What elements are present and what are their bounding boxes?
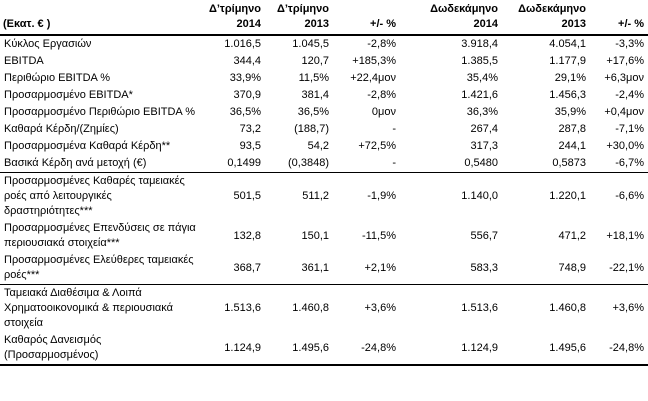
cell-q4-2014: 368,7 — [200, 252, 263, 285]
cell-12m-2014: 317,3 — [470, 140, 498, 152]
cell-12m-2014: 583,3 — [398, 252, 500, 285]
row-label: Προσαρμοσμένες Καθαρές ταμειακές ροές από λειτουργικές δραστηριότητες*** — [4, 175, 185, 217]
cell-12m-2013: 4.054,1 — [549, 38, 586, 50]
cell-annual-change: -22,1% — [588, 252, 648, 285]
row-label: Προσαρμοσμένες Επενδύσεις σε πάγια περιουσιακά στοιχεία*** — [4, 222, 196, 249]
col-header-12m-2013 — [500, 0, 588, 35]
cell-q4-2014: 1.513,6 — [224, 302, 261, 314]
cell-12m-2014: 1.140,0 — [461, 190, 498, 202]
cell-q4-2013: 54,2 — [307, 140, 329, 152]
cell-quarter-change: -2,8% — [367, 89, 396, 101]
cell-q4-2014: 0,1499 — [200, 155, 263, 173]
col-header-quarter-change — [331, 0, 398, 35]
table-header-row — [0, 0, 648, 35]
cell-q4-2013: 511,2 — [302, 190, 329, 202]
cell-annual-change: -7,1% — [615, 123, 644, 135]
table-row — [0, 121, 648, 138]
cell-quarter-change: - — [331, 155, 398, 173]
col-header-year: 2014 — [473, 18, 498, 30]
cell-q4-2013: 1.495,6 — [263, 332, 331, 365]
cell-quarter-change: 0μον — [371, 106, 396, 118]
row-label: Ταμειακά Διαθέσιμα & Λοιπά Χρηματοοικονομικά & περιουσιακά στοιχεία — [4, 287, 173, 329]
col-header-annual-change — [588, 0, 648, 35]
cell-q4-2013: 36,5% — [297, 106, 329, 118]
cell-annual-change: +3,6% — [612, 302, 644, 314]
cell-quarter-change: +72,5% — [358, 140, 396, 152]
cell-q4-2013: 1.460,8 — [292, 302, 329, 314]
cell-quarter-change: +22,4μον — [350, 72, 396, 84]
cell-quarter-change: - — [392, 123, 396, 135]
cell-12m-2013: 35,9% — [554, 106, 586, 118]
cell-12m-2014: 1.385,5 — [461, 55, 498, 67]
col-header-period: Δ’τρίμηνο — [276, 3, 329, 15]
row-label: Καθαρά Κέρδη/(Ζημίες) — [4, 123, 119, 135]
cell-quarter-change: -24,8% — [331, 332, 398, 365]
cell-annual-change: +30,0% — [606, 140, 644, 152]
cell-q4-2013: 381,4 — [301, 89, 329, 101]
cell-q4-2014: 36,5% — [229, 106, 261, 118]
row-label: Βασικά Κέρδη ανά μετοχή (€) — [0, 155, 200, 173]
cell-q4-2013: 361,1 — [263, 252, 331, 285]
table-row — [0, 87, 648, 104]
cell-12m-2014: 556,7 — [470, 229, 498, 242]
row-label: EBITDA — [4, 55, 44, 67]
cell-annual-change: +18,1% — [606, 229, 644, 242]
cell-12m-2014: 267,4 — [470, 123, 498, 135]
table-row — [0, 252, 648, 285]
cell-annual-change: -6,7% — [588, 155, 648, 173]
cell-quarter-change: +185,3% — [352, 55, 396, 67]
col-header-change-label: +/- % — [618, 18, 644, 30]
cell-12m-2013: 287,8 — [558, 123, 586, 135]
table-row — [0, 220, 648, 252]
cell-q4-2014: 132,8 — [233, 229, 261, 242]
cell-quarter-change: -1,9% — [367, 190, 396, 202]
cell-q4-2014: 1.016,5 — [224, 38, 261, 50]
cell-12m-2013: 1.460,8 — [549, 302, 586, 314]
cell-quarter-change: -11,5% — [361, 229, 396, 242]
cell-q4-2014: 501,5 — [233, 190, 261, 202]
col-header-12m-2014 — [398, 0, 500, 35]
cell-12m-2014: 36,3% — [466, 106, 498, 118]
cell-12m-2014: 35,4% — [466, 72, 498, 84]
cell-q4-2014: 33,9% — [229, 72, 261, 84]
cell-q4-2014: 73,2 — [239, 123, 261, 135]
cell-quarter-change: +3,6% — [364, 302, 396, 314]
cell-q4-2014: 93,5 — [239, 140, 261, 152]
cell-12m-2014: 1.513,6 — [461, 302, 498, 314]
cell-annual-change: +6,3μον — [604, 72, 644, 84]
cell-q4-2014: 344,4 — [233, 55, 261, 67]
cell-12m-2014: 3.918,4 — [461, 38, 498, 50]
cell-12m-2014: 1.124,9 — [398, 332, 500, 365]
cell-annual-change: -2,4% — [615, 89, 644, 101]
cell-12m-2013: 1.177,9 — [549, 55, 586, 67]
table-row — [0, 138, 648, 155]
table-row — [0, 155, 648, 173]
col-header-year: 2014 — [236, 18, 261, 30]
cell-annual-change: -24,8% — [588, 332, 648, 365]
cell-annual-change: +0,4μον — [604, 106, 644, 118]
cell-12m-2013: 29,1% — [554, 72, 586, 84]
cell-q4-2014: 1.124,9 — [200, 332, 263, 365]
col-header-q4-2014 — [200, 0, 263, 35]
cell-12m-2014: 0,5480 — [398, 155, 500, 173]
table-row — [0, 104, 648, 121]
table-body — [0, 35, 648, 365]
cell-12m-2013: 244,1 — [558, 140, 586, 152]
col-header-period: Δ’τρίμηνο — [208, 3, 261, 15]
col-header-period: Δωδεκάμηνο — [430, 3, 498, 15]
table-row — [0, 285, 648, 333]
cell-annual-change: -6,6% — [615, 190, 644, 202]
cell-q4-2013: (0,3848) — [263, 155, 331, 173]
cell-12m-2013: 471,2 — [558, 229, 586, 242]
table-row — [0, 35, 648, 53]
col-header-year: 2013 — [304, 18, 329, 30]
col-header-change-label: +/- % — [370, 18, 396, 30]
cell-q4-2014: 370,9 — [233, 89, 261, 101]
cell-12m-2013: 1.220,1 — [549, 190, 586, 202]
cell-annual-change: -3,3% — [615, 38, 644, 50]
col-header-q4-2013 — [263, 0, 331, 35]
row-label: Κύκλος Εργασιών — [4, 38, 92, 50]
row-label: Προσαρμοσμένα Καθαρά Κέρδη** — [4, 140, 171, 152]
row-label: Περιθώριο EBITDA % — [4, 72, 111, 84]
cell-q4-2013: 150,1 — [301, 229, 329, 242]
col-header-period: Δωδεκάμηνο — [518, 3, 586, 15]
row-label: Προσαρμοσμένο EBITDA* — [4, 89, 133, 101]
row-label: Προσαρμοσμένες Ελεύθερες ταμειακές ροές*** — [0, 252, 200, 285]
cell-annual-change: +17,6% — [606, 55, 644, 67]
table-row — [0, 332, 648, 365]
table-row — [0, 173, 648, 221]
cell-12m-2013: 1.495,6 — [500, 332, 588, 365]
cell-q4-2013: (188,7) — [294, 123, 329, 135]
cell-12m-2014: 1.421,6 — [461, 89, 498, 101]
cell-12m-2013: 748,9 — [500, 252, 588, 285]
table-row — [0, 53, 648, 70]
table-row — [0, 70, 648, 87]
cell-12m-2013: 1.456,3 — [549, 89, 586, 101]
row-label: Προσαρμοσμένο Περιθώριο EBITDA % — [4, 106, 195, 118]
cell-12m-2013: 0,5873 — [500, 155, 588, 173]
row-label: Καθαρός Δανεισμός (Προσαρμοσμένος) — [0, 332, 200, 365]
cell-q4-2013: 1.045,5 — [292, 38, 329, 50]
cell-q4-2013: 11,5% — [298, 72, 329, 84]
unit-label: (Εκατ. € ) — [0, 0, 200, 35]
cell-quarter-change: +2,1% — [331, 252, 398, 285]
cell-quarter-change: -2,8% — [367, 38, 396, 50]
col-header-year: 2013 — [561, 18, 586, 30]
cell-q4-2013: 120,7 — [301, 55, 329, 67]
